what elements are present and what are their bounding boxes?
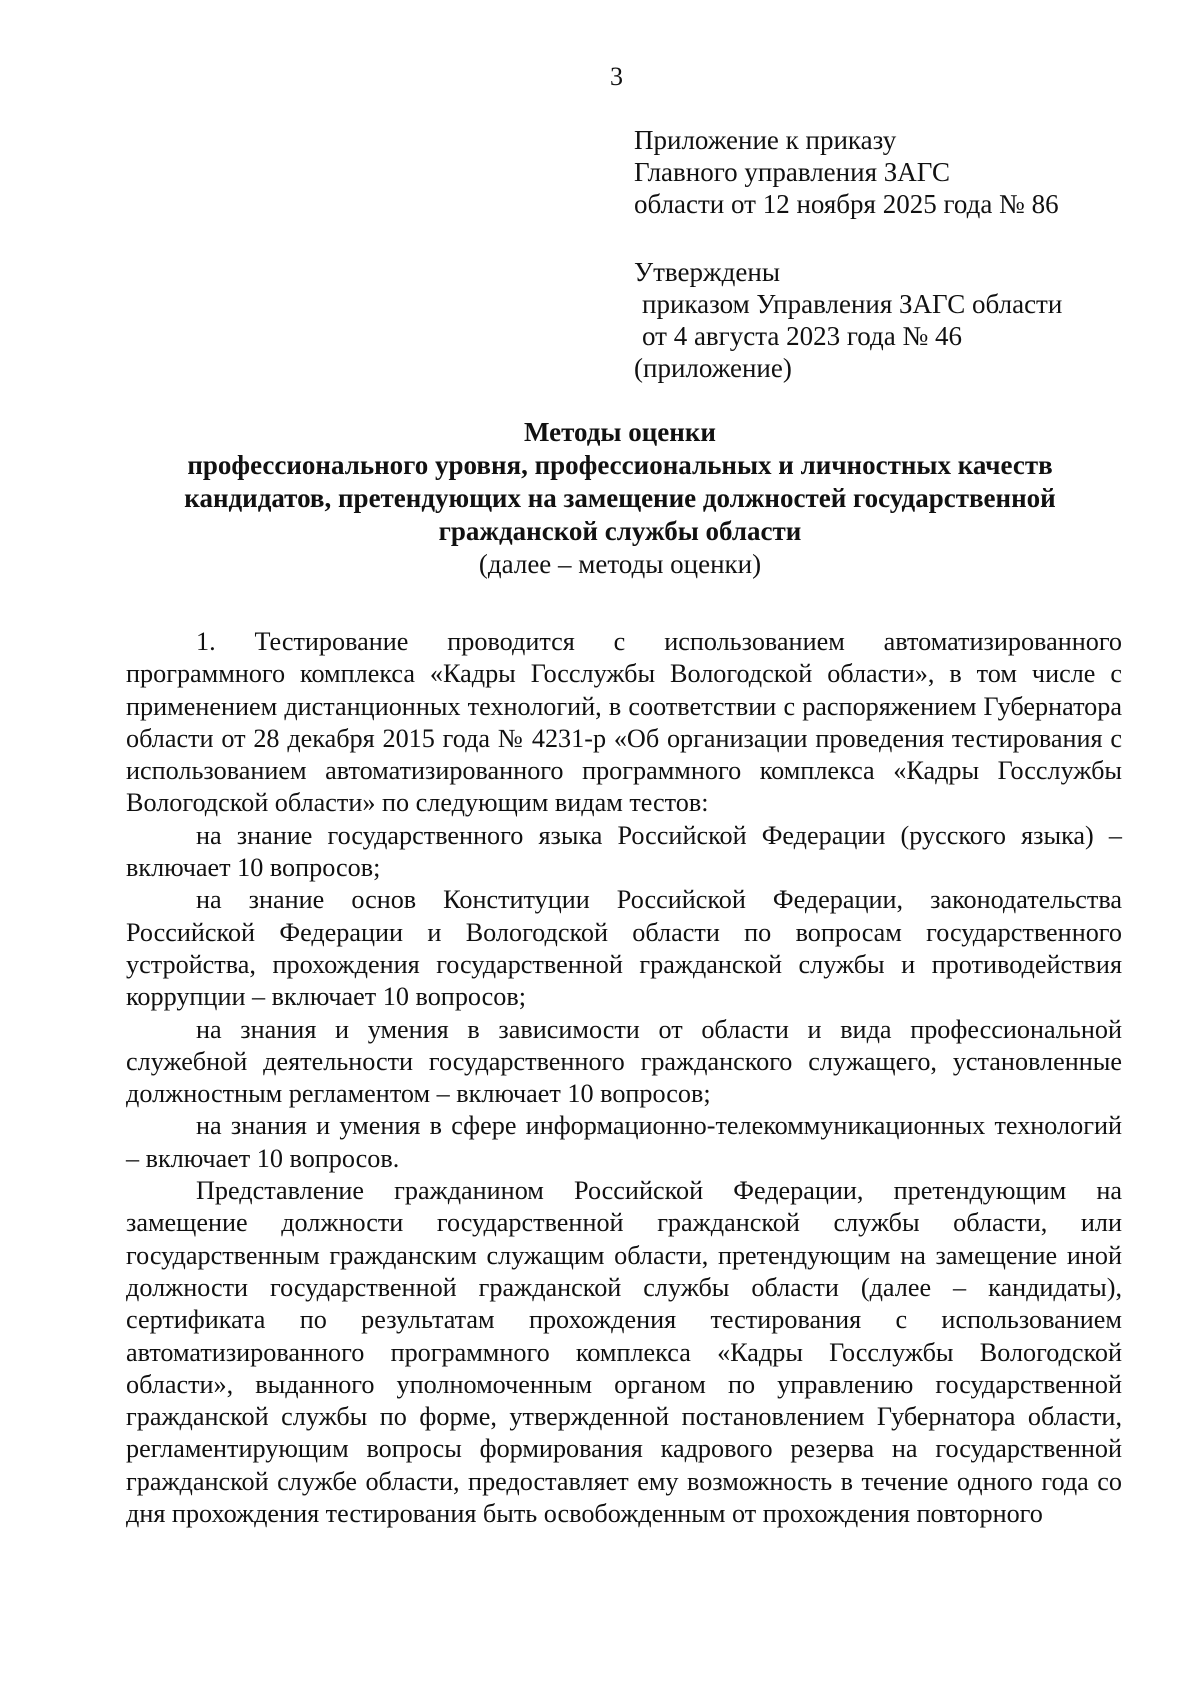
approval-line: Утверждены xyxy=(634,257,780,287)
title-subtitle: (далее – методы оценки) xyxy=(478,549,762,579)
approval-block xyxy=(634,256,1062,384)
annex-line: Главного управления ЗАГС xyxy=(634,157,951,187)
body-paragraph: на знания и умения в сфере информационно-телекоммуникационных технологий – включает 10 вопросов. xyxy=(126,1111,1122,1173)
body-paragraph: на знание основ Конституции Российской Федерации, законодательства Российской Федерации и Вологодской области по вопросам государственного устройства, прохождения государственной гражданской службы и противодействия коррупции – включает 10 вопросов; xyxy=(126,885,1122,1012)
body-paragraph: 1. Тестирование проводится с использованием автоматизированного программного комплекса «Кадры Госслужбы Вологодской области», в том числе с применением дистанционных технологий, в соответствии с распоряжением Губернатора области от 28 декабря 2015 года № 4231-р «Об организации проведения тестирования с использованием автоматизированного программного комплекса «Кадры Госслужбы Вологодской области» по следующим видам тестов: xyxy=(126,627,1122,818)
approval-line: от 4 августа 2023 года № 46 xyxy=(642,321,962,351)
body-paragraph: на знание государственного языка Российской Федерации (русского языка) – включает 10 вопросов; xyxy=(126,820,1122,883)
annex-line: Приложение к приказу xyxy=(634,125,897,155)
page-number: 3 xyxy=(610,62,623,91)
title-line: кандидатов, претендующих на замещение должностей государственной xyxy=(184,483,1056,513)
document-title xyxy=(120,416,1120,581)
title-line: гражданской службы области xyxy=(438,516,802,546)
title-line: профессионального уровня, профессиональных и личностных качеств xyxy=(187,450,1053,480)
title-line: Методы оценки xyxy=(524,417,716,447)
body-paragraph: Представление гражданином Российской Федерации, претендующим на замещение должности государственной гражданской службы области, или государственным гражданским служащим области, претендующим на замещение иной должности государственной гражданской службы области (далее – кандидаты), сертификата по результатам прохождения тестирования с использованием автоматизированного программного комплекса «Кадры Госслужбы Вологодской области», выданного уполномоченным органом по управлению государственной гражданской службы по форме, утвержденной постановлением Губернатора области, регламентирующим вопросы формирования кадрового резерва на государственной гражданской службе области, предоставляет ему возможность в течение одного года со дня прохождения тестирования быть освобожденным от прохождения повторного xyxy=(126,1176,1122,1529)
annex-line: области от 12 ноября 2025 года № 86 xyxy=(634,189,1059,219)
body-paragraph: на знания и умения в зависимости от области и вида профессиональной служебной деятельности государственного гражданского служащего, установленные должностным регламентом – включает 10 вопросов; xyxy=(126,1014,1122,1109)
annex-reference xyxy=(634,124,1059,220)
approval-line: (приложение) xyxy=(634,353,792,383)
document-body xyxy=(126,626,1122,1530)
approval-line: приказом Управления ЗАГС области xyxy=(642,289,1063,319)
